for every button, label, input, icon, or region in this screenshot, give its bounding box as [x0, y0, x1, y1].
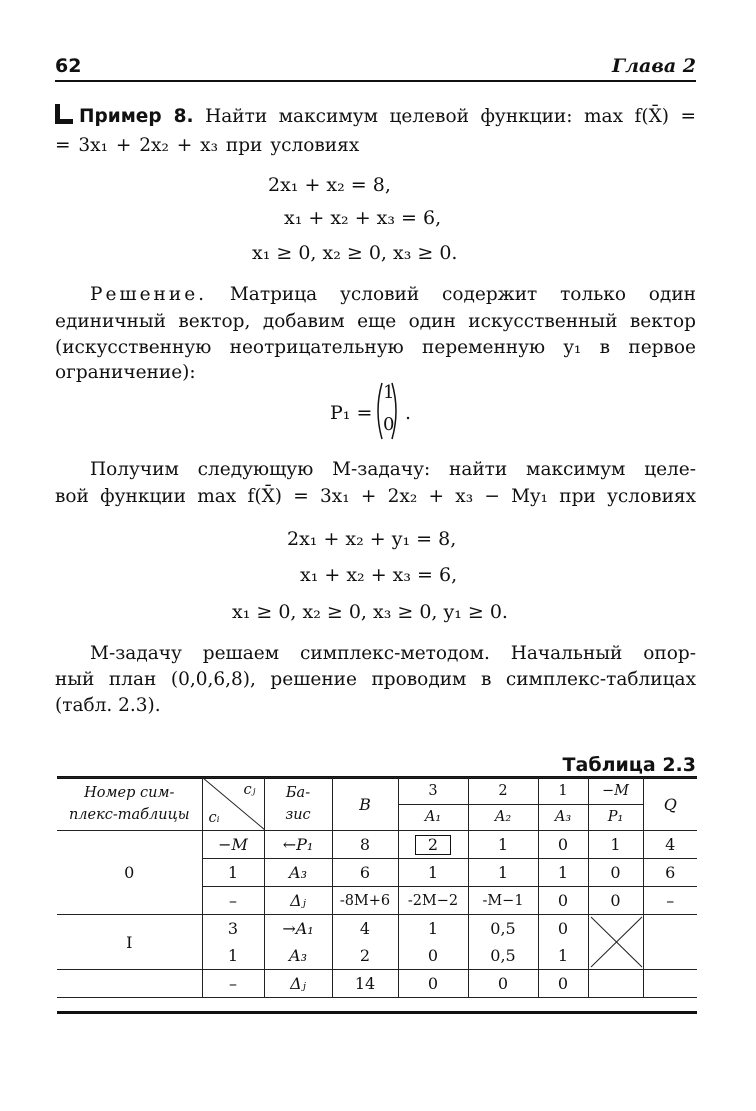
- cell: 1: [468, 859, 538, 887]
- mtask-constraint-2: x₁ + x₂ + x₃ = 6,: [300, 564, 458, 586]
- cell: Δⱼ: [264, 970, 332, 998]
- pivot-cell: [398, 831, 468, 859]
- tableau-0-number: 0: [57, 831, 202, 915]
- chapter-title: Глава 2: [612, 55, 696, 77]
- header-c-2: 2: [468, 778, 538, 805]
- cell: -8M+6: [332, 887, 398, 915]
- vector-end: .: [405, 402, 412, 424]
- solution-line-2: единичный вектор, добавим еще один искусственный вектор: [55, 311, 696, 332]
- empty-cell: [643, 970, 697, 998]
- example-line-1: [55, 104, 696, 129]
- cell: 0: [538, 887, 588, 915]
- table-row: [57, 970, 697, 998]
- example-constraint-2: x₁ + x₂ + x₃ = 6,: [284, 207, 442, 229]
- solution-line-1: [90, 283, 696, 307]
- vector-top: 1: [383, 382, 395, 403]
- simplex-table: [57, 777, 697, 998]
- solution-word: Решение.: [90, 284, 208, 305]
- header-ci: cᵢ: [208, 810, 220, 826]
- cell: -2M−2: [398, 887, 468, 915]
- page-number: 62: [55, 55, 82, 77]
- mtask-constraint-1: 2x₁ + x₂ + y₁ = 8,: [287, 528, 457, 550]
- cell: 0,5: [468, 915, 538, 943]
- header-rule: [55, 80, 696, 82]
- table-title: Таблица 2.3: [562, 754, 696, 776]
- vector-lhs: P₁ =: [330, 402, 373, 424]
- cell: 3: [202, 915, 264, 943]
- example-label: Пример 8.: [79, 106, 194, 127]
- cell: 1: [468, 831, 538, 859]
- cell: 0: [398, 970, 468, 998]
- cell: 1: [588, 831, 643, 859]
- header-vec-a2: A₂: [468, 804, 538, 831]
- header-tableau-number: [57, 778, 202, 831]
- cell: 4: [643, 831, 697, 859]
- cell: 0,5: [468, 942, 538, 970]
- cell: 0: [468, 970, 538, 998]
- header-q: Q: [643, 778, 697, 831]
- table-row: [57, 915, 697, 943]
- method-line-2: ный план (0,0,6,8), решение проводим в симплекс-таблицах: [55, 669, 696, 690]
- cell: 2: [332, 942, 398, 970]
- cell: 1: [538, 859, 588, 887]
- solution-text-1: Матрица условий содержит только один: [229, 284, 696, 305]
- header-basis: [264, 778, 332, 831]
- example-line-2: = 3x₁ + 2x₂ + x₃ при условиях: [55, 135, 360, 156]
- cell: 1: [202, 942, 264, 970]
- cell: 1: [398, 915, 468, 943]
- example-constraint-3: x₁ ≥ 0, x₂ ≥ 0, x₃ ≥ 0.: [252, 242, 458, 264]
- cross-mark: [589, 915, 644, 969]
- cell: –: [643, 887, 697, 915]
- cell: 6: [332, 859, 398, 887]
- table-row: [57, 831, 697, 859]
- header-tableau-number-line-1: Номер сим-: [84, 785, 175, 801]
- empty-cell: [588, 970, 643, 998]
- tableau-1-number: I: [57, 915, 202, 970]
- cell: 0: [538, 915, 588, 943]
- cell: 0: [538, 970, 588, 998]
- pivot-element: 2: [415, 835, 451, 855]
- cell: −M: [202, 831, 264, 859]
- header-c-3: 1: [538, 778, 588, 805]
- cell: 4: [332, 915, 398, 943]
- header-c-1: 3: [398, 778, 468, 805]
- table-header-row-1: [57, 778, 697, 805]
- example-constraint-1: 2x₁ + x₂ = 8,: [268, 174, 391, 196]
- example-corner-icon: [55, 104, 73, 124]
- table-bottom-rule: [57, 1011, 697, 1014]
- header-vec-a1: A₁: [398, 804, 468, 831]
- header-vec-p1: P₁: [588, 804, 643, 831]
- cell: 6: [643, 859, 697, 887]
- cell: 1: [202, 859, 264, 887]
- empty-cell: [57, 970, 202, 998]
- header-b: B: [332, 778, 398, 831]
- example-text-1: Найти максимум целевой функции: max f(X̄) =: [205, 106, 696, 127]
- cell: 8: [332, 831, 398, 859]
- mtask-line-1: Получим следующую M-задачу: найти максимум целе-: [90, 459, 696, 480]
- vector-bottom: 0: [383, 414, 395, 435]
- header-basis-line-2: зис: [285, 807, 311, 823]
- cell: 0: [588, 859, 643, 887]
- header-tableau-number-line-2: плекс-таблицы: [68, 807, 190, 823]
- cell: A₃: [264, 859, 332, 887]
- header-basis-line-1: Ба-: [285, 785, 311, 801]
- cell: →A₁: [264, 915, 332, 943]
- cell: –: [202, 970, 264, 998]
- cell: ←P₁: [264, 831, 332, 859]
- cell: 0: [538, 831, 588, 859]
- header-cj: cⱼ: [243, 782, 256, 798]
- crossed-cell: [588, 915, 643, 970]
- cell: -M−1: [468, 887, 538, 915]
- mtask-constraint-3: x₁ ≥ 0, x₂ ≥ 0, x₃ ≥ 0, y₁ ≥ 0.: [232, 601, 508, 623]
- cell: 1: [538, 942, 588, 970]
- mtask-line-2: вой функции max f(X̄) = 3x₁ + 2x₂ + x₃ − My₁ при условиях: [55, 486, 696, 507]
- cell: 1: [398, 859, 468, 887]
- cell: 0: [398, 942, 468, 970]
- cell: 0: [588, 887, 643, 915]
- header-cj-ci: [202, 778, 264, 831]
- header-vec-a3: A₃: [538, 804, 588, 831]
- method-line-1: M-задачу решаем симплекс-методом. Начальный опор-: [90, 643, 696, 664]
- cell: Δⱼ: [264, 887, 332, 915]
- header-c-4: −M: [588, 778, 643, 805]
- empty-q-cell: [643, 915, 697, 970]
- method-line-3: (табл. 2.3).: [55, 695, 161, 716]
- solution-line-4: ограничение):: [55, 362, 196, 383]
- cell: –: [202, 887, 264, 915]
- solution-line-3: (искусственную неотрицательную переменную y₁ в первое: [55, 337, 696, 358]
- cell: 14: [332, 970, 398, 998]
- cell: A₃: [264, 942, 332, 970]
